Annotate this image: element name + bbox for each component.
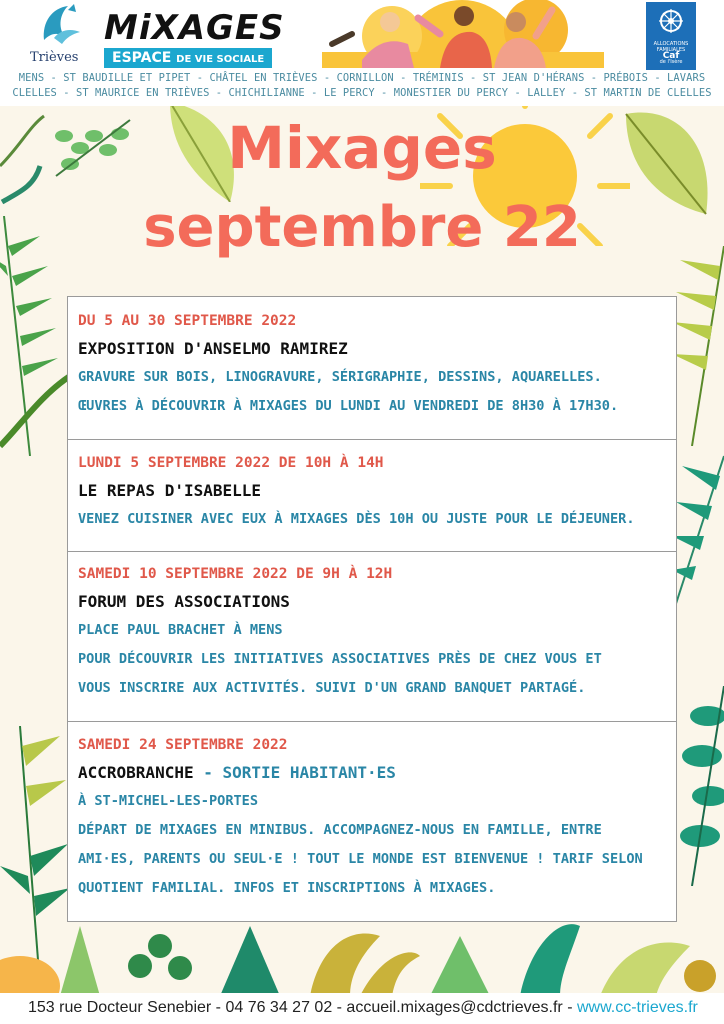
event-desc-line: À ST-MICHEL-LES-PORTES xyxy=(78,793,259,809)
event-title-sub: - SORTIE HABITANT·ES xyxy=(193,763,396,782)
espace-sub: DE VIE SOCIALE xyxy=(176,54,265,65)
fern-right xyxy=(672,246,724,446)
mixages-logo: MiXAGES xyxy=(104,8,285,48)
event-description xyxy=(78,616,676,703)
communes-line-2: CLELLES - ST MAURICE EN TRIÈVES - CHICHILIANNE - LE PERCY - MONESTIER DU PERCY - LALLEY - ST MARTIN DE CLELLES xyxy=(12,87,712,99)
event-title: FORUM DES ASSOCIATIONS xyxy=(78,592,290,611)
poster-title xyxy=(0,108,724,268)
caf-text-block xyxy=(647,41,695,65)
events-card xyxy=(67,296,677,922)
caf-sub: de l'Isère xyxy=(659,59,683,65)
communes-list xyxy=(0,71,724,101)
event-desc-line: POUR DÉCOUVRIR LES INITIATIVES ASSOCIATIVES PRÈS DE CHEZ VOUS ET xyxy=(78,651,602,667)
event-desc-line: PLACE PAUL BRACHET À MENS xyxy=(78,622,283,638)
event-description xyxy=(78,363,676,421)
event-desc-line: DÉPART DE MIXAGES EN MINIBUS. ACCOMPAGNEZ-NOUS EN FAMILLE, ENTRE xyxy=(78,822,602,838)
event-description xyxy=(78,505,676,534)
event-date: LUNDI 5 SEPTEMBRE 2022 DE 10H À 14H xyxy=(78,455,384,471)
title-line-2: septembre 22 xyxy=(143,195,581,260)
event-description xyxy=(78,787,676,903)
event-title: LE REPAS D'ISABELLE xyxy=(78,481,262,500)
caf-emblem-icon xyxy=(647,3,695,41)
vine-left xyxy=(0,366,70,466)
event-desc-line: QUOTIENT FAMILIAL. INFOS ET INSCRIPTIONS À MIXAGES. xyxy=(78,880,496,896)
footer xyxy=(0,993,724,1024)
footer-contact-line xyxy=(28,999,698,1017)
title-line-1: Mixages xyxy=(227,114,497,182)
event-title-main: ACCROBRANCHE xyxy=(78,763,194,782)
event-item xyxy=(68,722,676,921)
website-link[interactable]: www.cc-trieves.fr xyxy=(576,999,698,1016)
event-desc-line: VOUS INSCRIRE AUX ACTIVITÉS. SUIVI D'UN GRAND BANQUET PARTAGÉ. xyxy=(78,680,586,696)
event-desc-line: AMI·ES, PARENTS OU SEUL·E ! TOUT LE MONDE EST BIENVENUE ! TARIF SELON xyxy=(78,851,643,867)
event-title xyxy=(78,762,676,784)
event-item xyxy=(68,297,676,440)
event-item xyxy=(68,552,676,722)
caf-label: Caf xyxy=(662,51,680,61)
espace-label: ESPACE xyxy=(112,50,172,66)
caf-logo xyxy=(646,2,696,70)
plant-right-bottom xyxy=(672,686,724,886)
event-desc-line: ŒUVRES À DÉCOUVRIR À MIXAGES DU LUNDI AU VENDREDI DE 8H30 À 17H30. xyxy=(78,398,619,414)
event-date: DU 5 AU 30 SEPTEMBRE 2022 xyxy=(78,313,297,329)
trieves-logo-text: Trièves xyxy=(30,50,79,65)
footer-contact: 153 rue Docteur Senebier - 04 76 34 27 02 - accueil.mixages@cdctrieves.fr - xyxy=(28,999,577,1016)
event-title: EXPOSITION D'ANSELMO RAMIREZ xyxy=(78,339,348,358)
palm-right xyxy=(672,446,724,626)
event-item xyxy=(68,440,676,552)
event-date: SAMEDI 24 SEPTEMBRE 2022 xyxy=(78,737,288,753)
communes-line-1: MENS - ST BAUDILLE ET PIPET - CHÂTEL EN TRIÈVES - CORNILLON - TRÉMINIS - ST JEAN D'HÉRANS - PRÉBOIS - LAVARS xyxy=(18,72,706,84)
people-banner-illustration xyxy=(322,0,604,68)
event-desc-line: VENEZ CUISINER AVEC EUX À MIXAGES DÈS 10H OU JUSTE POUR LE DÉJEUNER. xyxy=(78,511,635,527)
event-desc-line: GRAVURE SUR BOIS, LINOGRAVURE, SÉRIGRAPHIE, DESSINS, AQUARELLES. xyxy=(78,369,602,385)
espace-badge xyxy=(104,48,272,68)
header xyxy=(0,0,724,106)
event-date: SAMEDI 10 SEPTEMBRE 2022 DE 9H À 12H xyxy=(78,566,393,582)
caf-text: ALLOCATIONS FAMILIALES xyxy=(653,41,689,53)
